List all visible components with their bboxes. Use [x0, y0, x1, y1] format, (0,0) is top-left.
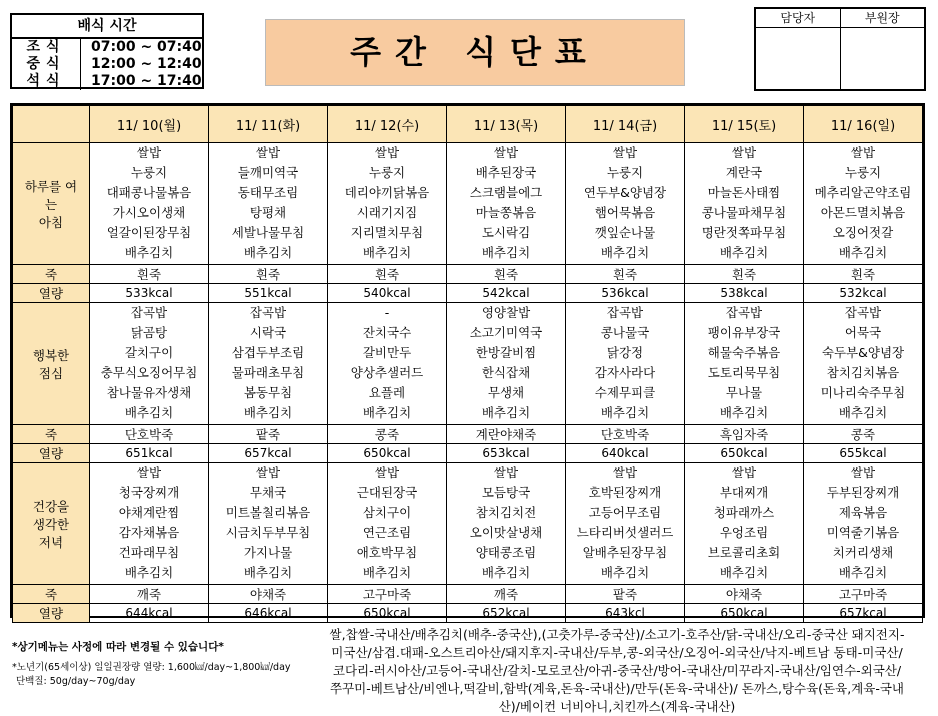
menu-item: 누룽지: [130, 165, 168, 180]
menu-item: 콩나물국: [600, 325, 650, 340]
menu-item: 양상추샐러드: [350, 365, 424, 380]
change-notice: *상기메뉴는 사정에 따라 변경될 수 있습니다*: [12, 641, 224, 653]
menu-item: 참치김치볶음: [826, 365, 900, 380]
day-header-row: [13, 106, 923, 143]
menu-item: 쌀밥: [850, 145, 876, 160]
calorie-cell: 653kcal: [447, 444, 566, 463]
menu-item: 세발나물무침: [231, 225, 305, 240]
meal-time-value: 07:00 ~ 07:40: [91, 39, 202, 55]
meal-times-box: [10, 13, 204, 89]
meal-label: [13, 303, 90, 425]
menu-item: 제육볶음: [838, 505, 888, 520]
calorie-row: [13, 444, 923, 463]
meal-label-line: 저녁: [38, 534, 64, 550]
meal-row: [13, 463, 923, 585]
calorie-cell: 640kcal: [566, 444, 685, 463]
menu-item: 브로콜리초회: [707, 545, 781, 560]
page-title: 주간 식단표: [265, 19, 685, 86]
menu-item: 연두부&양념장: [583, 185, 667, 200]
calorie-cell: 540kcal: [328, 284, 447, 303]
menu-item: 도시락김: [481, 225, 531, 240]
menu-item: 누룽지: [844, 165, 882, 180]
meal-cell: [328, 143, 447, 265]
menu-item: 잡곡밥: [249, 305, 287, 320]
porridge-cell: 흑임자죽: [685, 425, 804, 444]
menu-item: 고등어무조림: [588, 505, 662, 520]
menu-item: 미트볼칠리볶음: [225, 505, 311, 520]
menu-item: 두부된장찌개: [826, 485, 900, 500]
porridge-cell: 콩죽: [328, 425, 447, 444]
menu-item: 메추리알곤약조림: [814, 185, 912, 200]
menu-item: 한방갈비찜: [475, 345, 537, 360]
porridge-cell: 깨죽: [447, 585, 566, 604]
calorie-cell: 551kcal: [209, 284, 328, 303]
menu-item: 명란젓쪽파무침: [701, 225, 787, 240]
porridge-cell: 팥죽: [209, 425, 328, 444]
protein-note: 단백질: 50g/day~70g/day: [16, 676, 136, 687]
menu-item: 배추김치: [719, 245, 769, 260]
porridge-cell: 흰죽: [209, 265, 328, 284]
meal-row: [13, 143, 923, 265]
menu-item: 양태콩조림: [475, 545, 537, 560]
menu-item: 갈치구이: [124, 345, 174, 360]
origin-info: 쌀,찹쌀-국내산/배추김치(배추-중국산),(고춧가루-중국산)/소고기-호주산/닭-국내산/오리-중국산 돼지전지-미국산/삼겹.대패-오스트리아산/돼지후지-국내산/두부,콩-외국산/오징어-외국산/낙지-베트남 동태-미국산/코다리-러시아산/고등어-국내산/갈치-모로코산/아귀-중국산/방어-국내산/미꾸라지-국내산/임연수-외국산/쭈꾸미-베트남산/비엔나,떡갈비,함박(계육,돈육-국내산)/만두(돈육-국내산)/ 돈까스,탕수육(돈육,계육-국내산)/베이컨 너비아니,치킨까스(계육-국내산): [329, 627, 905, 714]
menu-item: 아몬드멸치볶음: [820, 205, 906, 220]
menu-item: 오이맛살냉채: [469, 525, 543, 540]
menu-item: 치커리생채: [832, 545, 894, 560]
menu-item: 쌀밥: [731, 145, 757, 160]
day-header: 11/ 16(일): [804, 106, 923, 143]
meal-cell: [90, 143, 209, 265]
menu-item: 청국장찌개: [118, 485, 180, 500]
porridge-cell: 흰죽: [685, 265, 804, 284]
calorie-row: [13, 284, 923, 303]
menu-item: 시락국: [249, 325, 287, 340]
meal-label-line: 건강을: [32, 498, 70, 514]
meal-cell: [685, 143, 804, 265]
meal-time-label: 석식: [12, 73, 81, 90]
meal-cell: [328, 303, 447, 425]
porridge-cell: 흰죽: [447, 265, 566, 284]
meal-label-line: 행복한: [32, 347, 70, 363]
meal-cell: [447, 463, 566, 585]
meal-time-value: 17:00 ~ 17:40: [91, 73, 202, 89]
calorie-cell: 646kcal: [209, 604, 328, 623]
meal-cell: [566, 303, 685, 425]
menu-item: 알배추된장무침: [582, 545, 668, 560]
menu-item: 물파래초무침: [231, 365, 305, 380]
menu-item: 배추김치: [838, 565, 888, 580]
menu-item: 잡곡밥: [725, 305, 763, 320]
weekly-menu-table: [10, 103, 925, 621]
meal-label-line: 하루를 여: [24, 178, 78, 194]
meal-time-dinner: [12, 73, 202, 90]
porridge-label: 죽: [13, 425, 90, 444]
calorie-cell: 655kcal: [804, 444, 923, 463]
meal-cell: [209, 143, 328, 265]
menu-item: 배추김치: [481, 245, 531, 260]
menu-item: 쌀밥: [850, 465, 876, 480]
meal-label: [13, 143, 90, 265]
porridge-cell: 흰죽: [566, 265, 685, 284]
calorie-note: *노년기(65세이상) 일일권장량 열량: 1,600㎉/day~1,800㎉/day: [12, 662, 291, 673]
menu-item: 수제무피클: [594, 385, 656, 400]
calorie-cell: 657kcal: [804, 604, 923, 623]
corner-cell: [13, 106, 90, 143]
day-header: 11/ 15(토): [685, 106, 804, 143]
menu-item: 잡곡밥: [130, 305, 168, 320]
menu-item: 부대찌개: [719, 485, 769, 500]
menu-item: 얼갈이된장무침: [106, 225, 192, 240]
menu-item: 충무식오징어무침: [100, 365, 198, 380]
menu-item: 도토리묵무침: [707, 365, 781, 380]
approval-header: 부원장: [841, 9, 925, 28]
calorie-label: 열량: [13, 284, 90, 303]
calorie-cell: 533kcal: [90, 284, 209, 303]
porridge-cell: 팥죽: [566, 585, 685, 604]
meal-cell: [566, 143, 685, 265]
meal-time-label: 조식: [12, 39, 81, 56]
day-header: 11/ 10(월): [90, 106, 209, 143]
meal-cell: [90, 463, 209, 585]
meal-cell: [209, 463, 328, 585]
porridge-row: [13, 425, 923, 444]
menu-item: 닭곰탕: [130, 325, 168, 340]
meal-times-header: 배식 시간: [12, 15, 202, 39]
porridge-cell: 콩죽: [804, 425, 923, 444]
porridge-cell: 단호박죽: [566, 425, 685, 444]
approval-col-manager: [756, 9, 840, 89]
menu-grid: [12, 105, 923, 623]
menu-item: 숙두부&양념장: [821, 345, 905, 360]
porridge-cell: 계란야채죽: [447, 425, 566, 444]
menu-item: 한식잡채: [481, 365, 531, 380]
menu-item: 잔치국수: [362, 325, 412, 340]
menu-item: 쌀밥: [374, 465, 400, 480]
menu-item: 무생채: [487, 385, 525, 400]
menu-item: 참나물유자생채: [106, 385, 192, 400]
meal-cell: [209, 303, 328, 425]
meal-cell: [447, 303, 566, 425]
meal-cell: [804, 463, 923, 585]
menu-item: 시래기지짐: [356, 205, 418, 220]
day-header: 11/ 13(목): [447, 106, 566, 143]
calorie-cell: 650kcal: [328, 444, 447, 463]
menu-item: 지리멸치무침: [350, 225, 424, 240]
menu-item: 누룽지: [368, 165, 406, 180]
menu-item: 배추김치: [124, 565, 174, 580]
menu-item: 배추김치: [838, 405, 888, 420]
meal-cell: [328, 463, 447, 585]
calorie-cell: 532kcal: [804, 284, 923, 303]
porridge-cell: 흰죽: [804, 265, 923, 284]
menu-item: 배추김치: [124, 405, 174, 420]
menu-item: 쌀밥: [731, 465, 757, 480]
menu-item: 배추김치: [362, 405, 412, 420]
calorie-cell: 542kcal: [447, 284, 566, 303]
menu-item: 배추김치: [243, 565, 293, 580]
menu-item: 쌀밥: [493, 465, 519, 480]
menu-item: 모듬탕국: [481, 485, 531, 500]
menu-item: 야채계란찜: [118, 505, 180, 520]
menu-item: 마늘돈사태찜: [707, 185, 781, 200]
meal-cell: [685, 303, 804, 425]
calorie-cell: 536kcal: [566, 284, 685, 303]
meal-label-line: 는: [44, 196, 58, 212]
menu-item: 배추김치: [124, 245, 174, 260]
menu-item: 가시오이생채: [112, 205, 186, 220]
menu-item: 계란국: [725, 165, 763, 180]
calorie-cell: 538kcal: [685, 284, 804, 303]
menu-item: 무나물: [725, 385, 763, 400]
menu-item: 해물숙주볶음: [707, 345, 781, 360]
menu-item: 쌀밥: [255, 465, 281, 480]
approval-col-director: [840, 9, 925, 89]
meal-label-line: 아침: [38, 214, 64, 230]
meal-label-line: 생각한: [32, 516, 70, 532]
menu-item: 배추김치: [362, 565, 412, 580]
meal-time-label: 중식: [12, 56, 81, 73]
porridge-cell: 야채죽: [685, 585, 804, 604]
menu-item: 감자채볶음: [118, 525, 180, 540]
meal-cell: [804, 303, 923, 425]
meal-cell: [90, 303, 209, 425]
menu-item: 미나리숙주무침: [820, 385, 906, 400]
menu-item: 오징어젓갈: [832, 225, 894, 240]
menu-item: 미역줄기볶음: [826, 525, 900, 540]
calorie-cell: 643kcl: [566, 604, 685, 623]
porridge-label: 죽: [13, 265, 90, 284]
menu-item: 감자사라다: [594, 365, 656, 380]
meal-cell: [447, 143, 566, 265]
menu-item: 쌀밥: [136, 465, 162, 480]
menu-item: 배추김치: [600, 565, 650, 580]
menu-item: 배추김치: [719, 405, 769, 420]
calorie-cell: 652kcal: [447, 604, 566, 623]
menu-item: 호박된장찌개: [588, 485, 662, 500]
menu-item: -: [384, 305, 390, 320]
menu-item: 쌀밥: [493, 145, 519, 160]
menu-item: 무채국: [249, 485, 287, 500]
menu-item: 우엉조림: [719, 525, 769, 540]
calorie-row: [13, 604, 923, 623]
porridge-cell: 흰죽: [328, 265, 447, 284]
porridge-cell: 야채죽: [209, 585, 328, 604]
menu-item: 쌀밥: [136, 145, 162, 160]
porridge-cell: 단호박죽: [90, 425, 209, 444]
menu-item: 스크램블에그: [469, 185, 543, 200]
calorie-cell: 644kcal: [90, 604, 209, 623]
menu-item: 소고기미역국: [469, 325, 543, 340]
menu-item: 삼치구이: [362, 505, 412, 520]
day-header: 11/ 11(화): [209, 106, 328, 143]
menu-item: 배추된장국: [475, 165, 537, 180]
menu-item: 햄어묵볶음: [594, 205, 656, 220]
meal-time-value: 12:00 ~ 12:40: [91, 56, 202, 72]
menu-item: 배추김치: [243, 245, 293, 260]
approval-header: 담당자: [756, 9, 840, 28]
menu-item: 배추김치: [600, 245, 650, 260]
menu-item: 삼겹두부조림: [231, 345, 305, 360]
porridge-cell: 고구마죽: [328, 585, 447, 604]
calorie-cell: 657kcal: [209, 444, 328, 463]
menu-item: 탕평채: [249, 205, 287, 220]
meal-cell: [804, 143, 923, 265]
menu-item: 건파래무침: [118, 545, 180, 560]
menu-item: 연근조림: [362, 525, 412, 540]
menu-item: 배추김치: [481, 405, 531, 420]
menu-item: 가지나물: [243, 545, 293, 560]
menu-item: 요플레: [368, 385, 406, 400]
menu-item: 깻잎순나물: [594, 225, 656, 240]
menu-item: 대패콩나물볶음: [106, 185, 192, 200]
day-header: 11/ 12(수): [328, 106, 447, 143]
menu-item: 쌀밥: [255, 145, 281, 160]
menu-item: 닭강정: [606, 345, 644, 360]
menu-item: 배추김치: [243, 405, 293, 420]
menu-item: 배추김치: [719, 565, 769, 580]
menu-item: 쌀밥: [612, 145, 638, 160]
porridge-label: 죽: [13, 585, 90, 604]
menu-item: 배추김치: [362, 245, 412, 260]
meal-label: [13, 463, 90, 585]
calorie-cell: 650kcal: [328, 604, 447, 623]
meal-label-line: 점심: [38, 365, 64, 381]
menu-item: 잡곡밥: [844, 305, 882, 320]
menu-item: 시금치두부무침: [225, 525, 311, 540]
meal-row: [13, 303, 923, 425]
porridge-cell: 고구마죽: [804, 585, 923, 604]
calorie-cell: 651kcal: [90, 444, 209, 463]
meal-time-lunch: [12, 56, 202, 73]
menu-item: 배추김치: [838, 245, 888, 260]
porridge-row: [13, 585, 923, 604]
meal-cell: [566, 463, 685, 585]
menu-item: 쌀밥: [374, 145, 400, 160]
meal-cell: [685, 463, 804, 585]
day-header: 11/ 14(금): [566, 106, 685, 143]
menu-item: 애호박무침: [356, 545, 418, 560]
menu-item: 봄동무침: [243, 385, 293, 400]
menu-item: 배추김치: [481, 565, 531, 580]
menu-item: 느타리버섯샐러드: [576, 525, 674, 540]
calorie-cell: 650kcal: [685, 444, 804, 463]
meal-time-breakfast: [12, 39, 202, 56]
menu-item: 마늘쫑볶음: [475, 205, 537, 220]
menu-item: 참치김치전: [475, 505, 537, 520]
approval-box: [754, 7, 926, 91]
menu-item: 어묵국: [844, 325, 882, 340]
menu-item: 팽이유부장국: [707, 325, 781, 340]
porridge-cell: 깨죽: [90, 585, 209, 604]
menu-item: 쌀밥: [612, 465, 638, 480]
menu-item: 콩나물파채무침: [701, 205, 787, 220]
menu-item: 누룽지: [606, 165, 644, 180]
porridge-cell: 흰죽: [90, 265, 209, 284]
calorie-cell: 650kcal: [685, 604, 804, 623]
menu-item: 데리야끼닭볶음: [344, 185, 430, 200]
porridge-row: [13, 265, 923, 284]
menu-item: 들깨미역국: [237, 165, 299, 180]
menu-item: 영양찰밥: [481, 305, 531, 320]
menu-item: 잡곡밥: [606, 305, 644, 320]
calorie-label: 열량: [13, 604, 90, 623]
menu-item: 청파래까스: [713, 505, 775, 520]
menu-item: 갈비만두: [362, 345, 412, 360]
calorie-label: 열량: [13, 444, 90, 463]
menu-item: 근대된장국: [356, 485, 418, 500]
menu-item: 동태무조림: [237, 185, 299, 200]
menu-item: 배추김치: [600, 405, 650, 420]
